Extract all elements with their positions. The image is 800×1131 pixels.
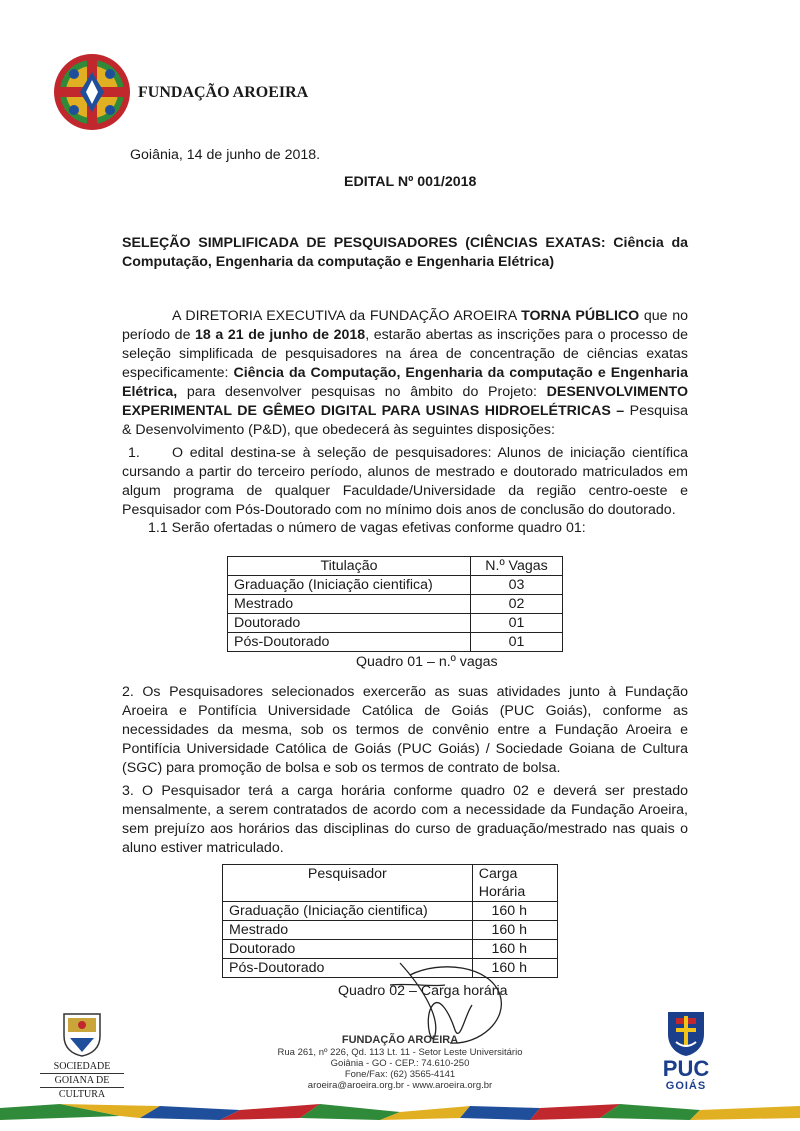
table-cell: Mestrado [223, 921, 473, 940]
puc-logo-text [656, 1058, 716, 1093]
table-cell: Graduação (Iniciação cientifica) [228, 576, 471, 595]
quadro-02-caption: Quadro 02 – Carga horária [338, 983, 508, 999]
table-row [228, 595, 563, 614]
table-cell: 160 h [472, 940, 557, 959]
intro-bold-3: Ciência da Computação, Engenharia da computação e Engenharia Elétrica, [122, 365, 688, 400]
column-header: Pesquisador [223, 865, 473, 902]
edital-title: EDITAL Nº 001/2018 [344, 174, 477, 190]
table-row [223, 902, 558, 921]
table-row [223, 921, 558, 940]
table-header-row [223, 865, 558, 902]
column-header: N.º Vagas [471, 557, 563, 576]
table-cell: Pós-Doutorado [223, 959, 473, 978]
intro-bold-2: 18 a 21 de junho de 2018 [195, 327, 366, 343]
intro-text-3: , estarão abertas as inscrições para o processo de seleção simplificada de pesquisadores na área de concentração de ciências exatas especificamente: [122, 327, 688, 381]
item-3: 3. O Pesquisador terá a carga horária conforme quadro 02 e deverá ser prestado mensalmente, a serem contratados de acordo com a necessidade da Fundação Aroeira, sem prejuízo aos horários das disciplinas do curso de graduação/mestrado nas quais o aluno estiver matriculado. [122, 783, 688, 856]
table-cell: 160 h [472, 921, 557, 940]
table-cell: Doutorado [228, 614, 471, 633]
table-cell: Graduação (Iniciação cientifica) [223, 902, 473, 921]
column-header: Titulação [228, 557, 471, 576]
table-cell: 01 [471, 614, 563, 633]
footer-address-line: Rua 261, nº 226, Qd. 113 Lt. 11 - Setor Leste Universitário [277, 1047, 523, 1058]
puc-goias: GOIÁS [665, 1080, 707, 1092]
table-cell: 01 [471, 633, 563, 652]
intro-bold-4: DESENVOLVIMENTO EXPERIMENTAL DE GÊMEO DIGITAL PARA USINAS HIDROELÉTRICAS – [122, 384, 688, 419]
item-1 [122, 444, 688, 520]
fundacao-aroeira-logo [52, 52, 132, 132]
puc-crest-icon [664, 1008, 708, 1058]
edital-subject: SELEÇÃO SIMPLIFICADA DE PESQUISADORES (CIÊNCIAS EXATAS: Ciência da Computação, Engenharia da computação e Engenharia Elétrica) [122, 235, 688, 270]
intro-paragraph [122, 307, 688, 440]
intro-text-2: que no período de [122, 308, 688, 343]
quadro-01-table [227, 556, 563, 652]
item-1-text: O edital destina-se à seleção de pesquisadores: Alunos de iniciação científica cursando a partir do terceiro período, alunos de mestrado e doutorado matriculados em algum programa de qualquer Faculdade/Universidade da região centro-oeste e Pesquisador com Pós-Doutorado com no mínimo dois anos de conclusão do doutorado. [122, 445, 688, 518]
sgc-line: SOCIEDADE [40, 1060, 124, 1074]
column-header: Carga Horária [472, 865, 557, 902]
table-cell: 03 [471, 576, 563, 595]
footer-contact-line: aroeira@aroeira.org.br - www.aroeira.org.br [307, 1080, 493, 1091]
table-cell: Doutorado [223, 940, 473, 959]
table-row [228, 614, 563, 633]
sgc-logo [58, 1008, 106, 1058]
sgc-line: CULTURA [58, 1089, 106, 1100]
table-header-row [228, 557, 563, 576]
quadro-01-caption: Quadro 01 – n.º vagas [356, 654, 498, 670]
org-name: FUNDAÇÃO AROEIRA [138, 84, 309, 101]
item-1-number: 1. [128, 445, 140, 461]
intro-bold-1: TORNA PÚBLICO [521, 308, 640, 324]
table-cell: Pós-Doutorado [228, 633, 471, 652]
footer-org-name: FUNDAÇÃO AROEIRA [341, 1034, 459, 1046]
footer-phone-line: Fone/Fax: (62) 3565-4141 [344, 1069, 456, 1080]
date-line: Goiânia, 14 de junho de 2018. [130, 147, 321, 163]
footer-address [250, 1034, 550, 1091]
intro-text-1: A DIRETORIA EXECUTIVA da FUNDAÇÃO AROEIRA [172, 308, 522, 324]
table-cell: 160 h [472, 902, 557, 921]
table-cell: 02 [471, 595, 563, 614]
intro-text-5: Pesquisa & Desenvolvimento (P&D), que obedecerá às seguintes disposições: [122, 403, 688, 438]
sgc-line: GOIANA DE [40, 1074, 124, 1088]
item-2: 2. Os Pesquisadores selecionados exercerão as suas atividades junto à Fundação Aroeira e Pontifícia Universidade Católica de Goiás (PUC Goiás), conforme as necessidades da mesma, sob os termos de convênio entre a Fundação Aroeira e Pontifícia Universidade Católica de Goiás (PUC Goiás) / Sociedade Goiana de Cultura (SGC) para promoção de bolsa e sob os termos de contrato de bolsa. [122, 684, 688, 776]
decorative-footer-strip [0, 1102, 800, 1122]
table-cell: 160 h [472, 959, 557, 978]
item-1-1: 1.1 Serão ofertadas o número de vagas efetivas conforme quadro 01: [148, 520, 586, 536]
table-row [228, 576, 563, 595]
sgc-name [40, 1060, 124, 1101]
puc-name: PUC [662, 1056, 710, 1081]
intro-text-4: para desenvolver pesquisas no âmbito do Projeto: [177, 384, 547, 400]
footer-city-line: Goiânia - GO - CEP.: 74.610-250 [330, 1058, 470, 1069]
table-cell: Mestrado [228, 595, 471, 614]
table-row [228, 633, 563, 652]
